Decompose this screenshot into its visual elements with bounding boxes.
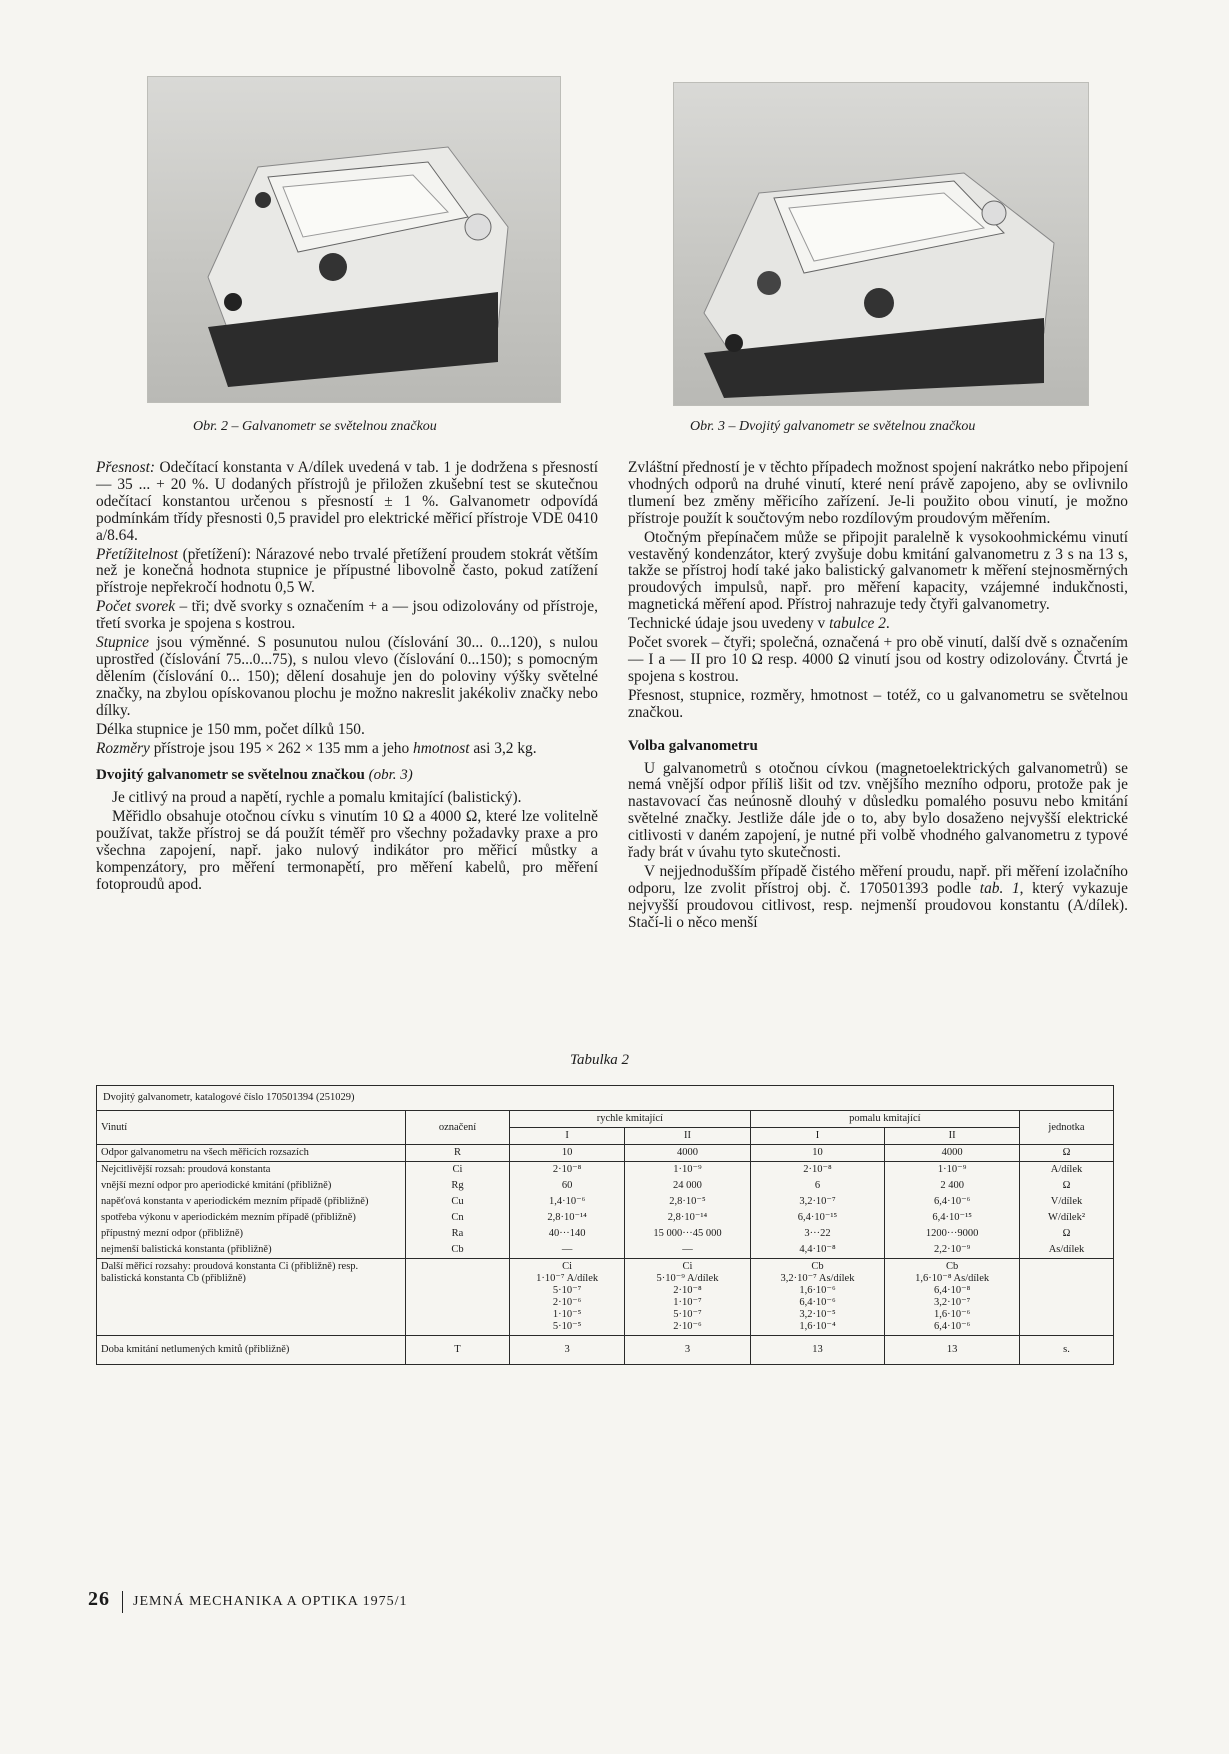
table-row [97, 1178, 1114, 1194]
header-rychle: rychle kmitající [510, 1111, 751, 1128]
row-value: — [625, 1242, 750, 1259]
row-value: 1·10⁻⁹ [885, 1162, 1020, 1179]
galvanometer-illustration [148, 77, 560, 402]
accuracy-paragraph [96, 460, 598, 545]
range-value: 6,4·10⁻⁶ [933, 1321, 971, 1332]
header-pomalu: pomalu kmitající [750, 1111, 1019, 1128]
simplest-case-paragraph [628, 864, 1128, 932]
row-value: 2,8·10⁻¹⁴ [510, 1210, 625, 1226]
dimensions-label: Rozměry [96, 739, 150, 757]
row-value: 3 [510, 1336, 625, 1365]
table-row-other-ranges [97, 1259, 1114, 1336]
technical-text-b: . [885, 615, 890, 633]
row-value: 3,2·10⁻⁷ [750, 1194, 885, 1210]
range-value: 1·10⁻⁷ A/dílek [536, 1273, 599, 1284]
row-value: 6,4·10⁻¹⁵ [750, 1210, 885, 1226]
other-ranges-label: Další měřicí rozsahy: proudová konstanta Ci (přibližně) resp. balistická konstanta Cb (přibližně) [97, 1259, 406, 1336]
range-value: 1·10⁻⁵ [552, 1309, 582, 1320]
table-caption: Dvojitý galvanometr, katalogové číslo 170501394 (251029) [97, 1086, 1114, 1111]
range-value: 6,4·10⁻⁶ [799, 1297, 836, 1308]
row-value: 13 [885, 1336, 1020, 1365]
heading-text: Dvojitý galvanometr se světelnou značkou [96, 767, 365, 784]
row-unit: Ω [1020, 1145, 1114, 1162]
row-label: Odpor galvanometru na všech měřicích rozsazích [97, 1145, 406, 1162]
table-row [97, 1194, 1114, 1210]
range-value: 1,6·10⁻⁸ As/dílek [915, 1273, 990, 1284]
row-label: přípustný mezní odpor (přibližně) [97, 1226, 406, 1242]
row-unit: A/dílek [1020, 1162, 1114, 1179]
row-value: 2·10⁻⁸ [510, 1162, 625, 1179]
header-jednotka: jednotka [1020, 1111, 1114, 1145]
row-value: 4000 [885, 1145, 1020, 1162]
range-value: 1,6·10⁻⁶ [799, 1285, 836, 1296]
scales-paragraph [96, 635, 598, 720]
row-value: 2 400 [885, 1178, 1020, 1194]
section-heading-double [96, 767, 598, 784]
technical-data-paragraph [628, 616, 1128, 633]
range-value: 5·10⁻⁹ A/dílek [656, 1273, 719, 1284]
range-value: 3,2·10⁻⁵ [799, 1309, 836, 1320]
technical-text-a: Technické údaje jsou uvedeny v [628, 615, 830, 633]
table-row [97, 1162, 1114, 1179]
row-value: 60 [510, 1178, 625, 1194]
range-value: 6,4·10⁻⁸ [933, 1285, 971, 1296]
row-value: 13 [750, 1336, 885, 1365]
row-label: Nejcitlivější rozsah: proudová konstanta [97, 1162, 406, 1179]
row-symbol: Ra [406, 1226, 510, 1242]
header-rychle-i: I [510, 1128, 625, 1145]
left-column [96, 460, 598, 896]
header-rychle-ii: II [625, 1128, 750, 1145]
table-row [97, 1210, 1114, 1226]
row-value: 4,4·10⁻⁸ [750, 1242, 885, 1259]
row-label: vnější mezní odpor pro aperiodické kmitání (přibližně) [97, 1178, 406, 1194]
table-row [97, 1226, 1114, 1242]
terminals-paragraph [96, 599, 598, 633]
row-symbol: Cn [406, 1210, 510, 1226]
row-value: 2·10⁻⁸ [750, 1162, 885, 1179]
row-value: 24 000 [625, 1178, 750, 1194]
range-value: 3,2·10⁻⁷ As/dílek [780, 1273, 855, 1284]
switch-paragraph: Otočným přepínačem může se připojit paralelně k vysokoohmickému vinutí vestavěný kondenzátor, který zvyšuje dobu kmitání galvanometru z 3 s na 13 s, takže se přístroj hodí také jako balistický galvanometr k měření stejnosměrných proudových impulsů, např. pro měření kapacity, vzájemné indukčnosti, magnetická měření apod. Přístroj nahrazuje tedy čtyři galvanometry. [628, 528, 1128, 614]
range-value: 5·10⁻⁷ [673, 1309, 702, 1320]
terminals-text: – tři; dvě svorky s označením + a — jsou odizolovány od přístroje, třetí svorka je spojena s kostrou. [96, 598, 598, 633]
table-row [97, 1145, 1114, 1162]
table1-ref: tab. 1 [979, 879, 1020, 897]
terminals-label: Počet svorek [96, 598, 176, 616]
section-heading-choice: Volba galvanometru [628, 737, 758, 754]
range-value: 1,6·10⁻⁶ [933, 1309, 971, 1320]
other-col-2 [625, 1259, 750, 1336]
row-value: 3···22 [750, 1226, 885, 1242]
row-value: 10 [510, 1145, 625, 1162]
advantage-paragraph: Zvláštní předností je v těchto případech možnost spojení nakrátko nebo připojení vhodných odporů na druhé vinutí, které není právě zapojeno, aby se ovlivnilo tlumení bez změny měřicího zařízení. Je-li použito obou vinutí, je možno přístroje použít k součtovým nebo rozdílovým proudovým měřením. [628, 459, 1128, 527]
row-unit: V/dílek [1020, 1194, 1114, 1210]
header-vinuti: Vinutí [97, 1111, 406, 1145]
row-value: 6,4·10⁻¹⁵ [885, 1210, 1020, 1226]
dimensions-text-b: asi 3,2 kg. [469, 739, 537, 757]
figure-3-photo [673, 82, 1089, 406]
row-unit: Ω [1020, 1178, 1114, 1194]
row-symbol: Rg [406, 1178, 510, 1194]
row-symbol: T [406, 1336, 510, 1365]
mass-label: hmotnost [413, 739, 470, 757]
range-value: 5·10⁻⁵ [552, 1321, 582, 1332]
coil-paragraph: Měřidlo obsahuje otočnou cívku s vinutím 10 Ω a 4000 Ω, které lze volitelně používat, takže přístroj se dá použít téměř pro všechny požadavky praxe a pro všechna zapojení, např. jako nulový indikátor pro měřicí můstky a kompenzátory, pro měření termonapětí, pro měření kabelů, pro měření fotoproudů apod. [96, 808, 598, 893]
table-title: Tabulka 2 [570, 1052, 630, 1068]
dimensions-text-a: přístroje jsou 195 × 262 × 135 mm a jeho [149, 739, 414, 757]
other-col-1 [510, 1259, 625, 1336]
dimensions-paragraph [96, 741, 598, 758]
row-symbol: Cb [406, 1242, 510, 1259]
range-value: Cb [946, 1261, 959, 1272]
same-as-paragraph: Přesnost, stupnice, rozměry, hmotnost – totéž, co u galvanometru se světelnou značkou. [628, 686, 1128, 721]
row-value: — [510, 1242, 625, 1259]
row-value: 15 000···45 000 [625, 1226, 750, 1242]
range-value: Cb [811, 1261, 824, 1272]
range-value: 2·10⁻⁶ [673, 1321, 702, 1332]
figure-2-photo [147, 76, 561, 403]
range-value: 3,2·10⁻⁷ [933, 1297, 971, 1308]
double-galvanometer-illustration [674, 83, 1088, 405]
header-pomalu-i: I [750, 1128, 885, 1145]
range-value: 2·10⁻⁶ [552, 1297, 582, 1308]
scales-text: jsou výměnné. S posunutou nulou (číslování 30... 0...120), s nulou uprostřed (číslování 75...0...75), s nulou vlevo (číslování 0...150); s pomocným dělením (číslování 0... 150); dělení dosahuje jen do poloviny výšky světelné značky, na zbylou opískovanou plochu je možno nakreslit jakékoliv značky nebo dílky. [96, 634, 598, 719]
row-label: nejmenší balistická konstanta (přibližně) [97, 1242, 406, 1259]
sensitivity-paragraph: Je citlivý na proud a napětí, rychle a pomalu kmitající (balistický). [112, 789, 522, 807]
journal-name: JEMNÁ MECHANIKA A OPTIKA 1975/1 [133, 1594, 408, 1609]
row-unit: As/dílek [1020, 1242, 1114, 1259]
header-pomalu-ii: II [885, 1128, 1020, 1145]
right-column [628, 460, 1128, 934]
simplest-text-a: V nejjednodušším případě čistého měření proudu, např. při měření izolačního odporu, lze zvolit přístroj obj. č. 170501393 podle [628, 862, 1128, 897]
row-value: 3 [625, 1336, 750, 1365]
row-value: 4000 [625, 1145, 750, 1162]
row-value: 1·10⁻⁹ [625, 1162, 750, 1179]
row-label: spotřeba výkonu v aperiodickém mezním případě (přibližně) [97, 1210, 406, 1226]
table-row [97, 1336, 1114, 1365]
row-unit: Ω [1020, 1226, 1114, 1242]
row-value: 6,4·10⁻⁶ [885, 1194, 1020, 1210]
overload-paragraph [96, 547, 598, 598]
range-value: 1·10⁻⁷ [673, 1297, 702, 1308]
row-value: 1,4·10⁻⁶ [510, 1194, 625, 1210]
figure-3-caption: Obr. 3 – Dvojitý galvanometr se světelnou značkou [690, 419, 976, 434]
accuracy-text: Odečítací konstanta v A/dílek uvedená v tab. 1 je dodržena s přesností — 35 ... + 20 %. U dodaných přístrojů je přiložen zkušební test se skutečnou odečítací konstantou určenou s přesností ± 1 %. Galvanometr odpovídá podmínkám třídy přesnosti 0,5 pravidel pro elektrické měřicí přístroje VDE 0410 a/8.64. [96, 459, 598, 544]
header-oznaceni: označení [406, 1111, 510, 1145]
range-value: 1,6·10⁻⁴ [799, 1321, 836, 1332]
row-value: 6 [750, 1178, 885, 1194]
page-number: 26 [88, 1588, 110, 1610]
row-symbol: R [406, 1145, 510, 1162]
coil-galvanometer-paragraph: U galvanometrů s otočnou cívkou (magnetoelektrických galvanometrů) se nemá vnější odpor příliš lišit od tzv. vnějšího mezního odporu, protože pak je nastavovací čas neúnosně dlouhý v důsledku pomalého posuvu nebo kmitání světelné značky. Jestliže dále jde o to, aby bylo dosaženo nejvyšší elektrické citlivosti v daném zapojení, je nutné při volbě vhodného galvanometru z typové řady brát v úvahu tyto skutečnosti. [628, 759, 1128, 862]
heading-figure-ref: (obr. 3) [364, 767, 413, 784]
scale-length-paragraph: Délka stupnice je 150 mm, počet dílků 150. [96, 720, 365, 738]
table-ref: tabulce 2 [829, 615, 886, 633]
simplest-text-b: , který vykazuje nejvyšší proudovou citlivost, resp. nejmenší proudovou konstantu (A/dílek). Stačí-li o něco menší [628, 879, 1129, 931]
overload-label: Přetížitelnost [96, 545, 179, 563]
row-unit: s. [1020, 1336, 1114, 1365]
row-label: napěťová konstanta v aperiodickém mezním případě (přibližně) [97, 1194, 406, 1210]
table-2 [96, 1085, 1114, 1365]
terminals-four-paragraph: Počet svorek – čtyři; společná, označená + pro obě vinutí, další dvě s označením — I a — II pro 10 Ω resp. 4000 Ω vinutí jsou od kostry odizolovány. Čtvrtá je spojena s kostrou. [628, 634, 1128, 685]
scales-label: Stupnice [96, 634, 149, 652]
row-symbol: Ci [406, 1162, 510, 1179]
row-value: 40···140 [510, 1226, 625, 1242]
row-value: 2,2·10⁻⁹ [885, 1242, 1020, 1259]
range-value: 2·10⁻⁸ [673, 1285, 702, 1296]
table-row [97, 1242, 1114, 1259]
row-value: 1200···9000 [885, 1226, 1020, 1242]
row-value: 2,8·10⁻¹⁴ [625, 1210, 750, 1226]
page-footer [88, 1588, 407, 1613]
row-label: Doba kmitání netlumených kmitů (přibližně) [97, 1336, 406, 1365]
overload-text: (přetížení): Nárazové nebo trvalé přetížení proudem stokrát větším než je konečná hodnota stupnice je přípustné libovolně často, pokud zatížení přístroje nepřekročí hodnotu 0,5 W. [96, 545, 598, 597]
row-unit: W/dílek² [1020, 1210, 1114, 1226]
other-col-4 [885, 1259, 1020, 1336]
range-value: Ci [682, 1261, 693, 1272]
range-value: Ci [562, 1261, 573, 1272]
range-value: 5·10⁻⁷ [552, 1285, 582, 1296]
row-value: 2,8·10⁻⁵ [625, 1194, 750, 1210]
figure-2-caption: Obr. 2 – Galvanometr se světelnou značkou [193, 419, 437, 434]
row-value: 10 [750, 1145, 885, 1162]
row-symbol: Cu [406, 1194, 510, 1210]
other-col-3 [750, 1259, 885, 1336]
footer-divider [122, 1591, 123, 1613]
accuracy-label: Přesnost: [96, 459, 155, 476]
